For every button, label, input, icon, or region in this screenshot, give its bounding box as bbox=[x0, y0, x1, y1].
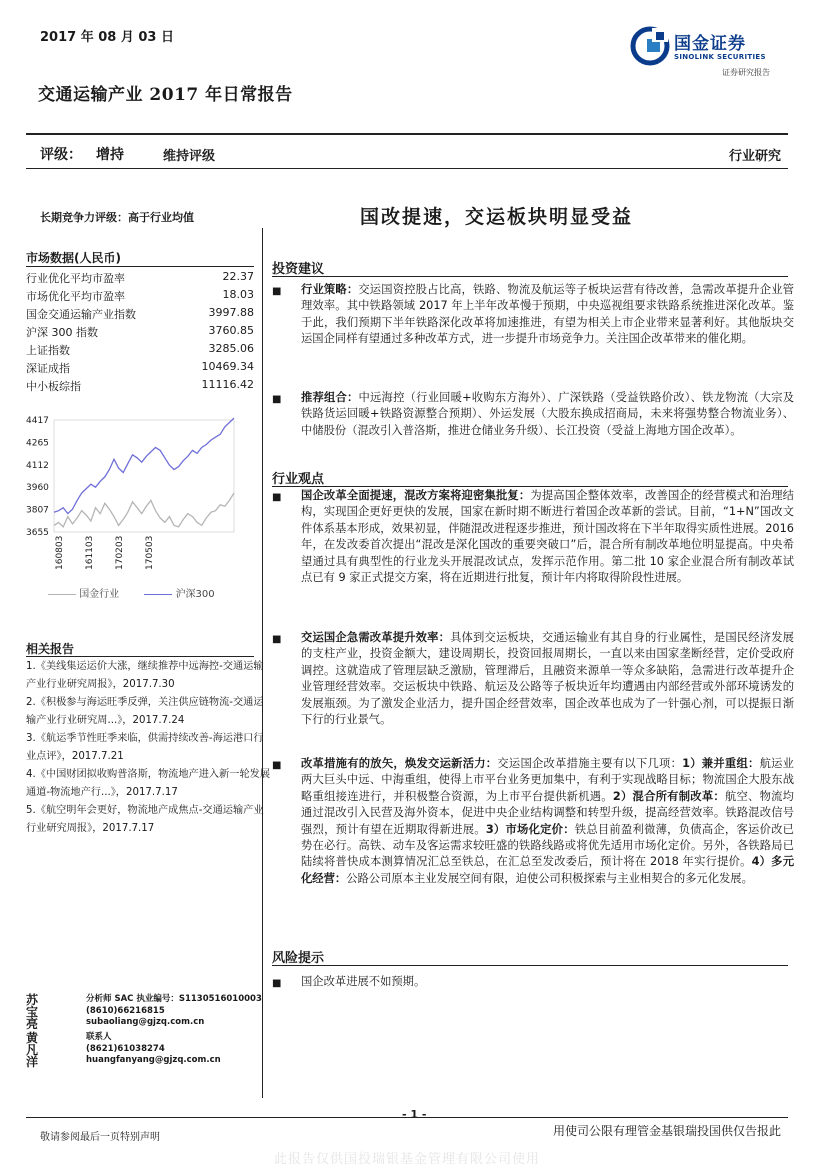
section-divider bbox=[272, 276, 788, 277]
paragraph-body: 具体到交运板块，交通运输业有其自身的行业属性，是国民经济发展的支柱产业，投资金额大，建设周期长，投资回报周期长，一直以来由国家垄断经营，定价受政府调控。这就造成了管理层缺乏激励，管理滞后，且融资来源单一等众多缺陷，急需进行改革提升企业管理经营效率。交运板块中铁路、航运及公路等子板块近年均遭遇由内部经营或外部环境诱发的发展瓶颈。为了激发企业活力，提升国企经营效率，国企改革也成为了一针强心剂，可以提振日渐下行的行业景气。 bbox=[301, 631, 794, 727]
chart-legend bbox=[48, 585, 215, 600]
analyst-phone: (8610)66216815 bbox=[86, 1005, 165, 1016]
market-data-value: 3285.06 bbox=[208, 342, 254, 355]
paragraph-lead: 国企改革全面提速，混改方案将迎密集批复： bbox=[301, 489, 531, 502]
paragraph-soe-reform bbox=[272, 488, 794, 586]
market-data-value: 22.37 bbox=[222, 270, 254, 283]
main-title: 国改提速，交运板块明显受益 bbox=[360, 206, 634, 228]
legend-swatch-industry bbox=[48, 594, 76, 595]
section-divider bbox=[272, 486, 788, 487]
logo-english: SINOLINK SECURITIES bbox=[674, 53, 766, 61]
analyst-info bbox=[86, 1032, 221, 1067]
x-tick-label: 161103 bbox=[85, 535, 95, 570]
plot-frame bbox=[54, 420, 234, 532]
analyst-email[interactable]: huangfanyang@gjzq.com.cn bbox=[86, 1055, 221, 1065]
rating-value: 增持 bbox=[96, 147, 124, 163]
x-tick-label: 170503 bbox=[145, 535, 155, 570]
paragraph-portfolio bbox=[272, 390, 794, 439]
chart-svg bbox=[22, 410, 240, 610]
analyst-sac: 分析师 SAC 执业编号：S1130516010003 bbox=[86, 994, 262, 1004]
paragraph-body: 公路公司原本主业发展空间有限，迫使公司积极探索与主业相契合的多元化发展。 bbox=[346, 871, 753, 885]
bullet-square-icon: ■ bbox=[272, 760, 282, 771]
index-line-chart bbox=[22, 410, 240, 610]
market-data-value: 18.03 bbox=[222, 288, 254, 301]
paragraph-risk bbox=[272, 974, 794, 990]
bullet-square-icon: ■ bbox=[272, 394, 282, 405]
sinolink-logo-icon bbox=[630, 26, 670, 66]
series-line-industry bbox=[54, 493, 234, 527]
market-data-row bbox=[26, 288, 254, 306]
paragraph-lead: 推荐组合： bbox=[301, 391, 359, 404]
measure-label: 1）兼并重组： bbox=[682, 757, 760, 770]
paragraph-strategy bbox=[272, 282, 794, 348]
legend-label-industry: 国金行业 bbox=[79, 589, 120, 600]
measure-label: 4）多元化经营： bbox=[301, 855, 794, 885]
logo-subtitle: 证券研究报告 bbox=[722, 68, 770, 77]
paragraph-body: 交运国企改革措施主要有以下几项： bbox=[497, 757, 683, 770]
header-divider-bottom bbox=[26, 168, 788, 169]
market-data-row bbox=[26, 270, 254, 288]
paragraph-body: 为提高国企整体效率，改善国企的经营模式和治理结构，实现国企更好更快的发展，国家在新时期不断进行着国企改革新的尝试。目前，“1+N”国改文件体系基本形成，效果初显，伴随混改进程逐步推进，预计国改将在下半年取得实质性进展。2016 年，在发改委首次提出“混改是深化国改的重要突破口”后，混合所有制改革地位明显提高。中央希望通过具有典型性的行业龙头开展混改试点，发挥示范作用。第二批 10 家企业混合所有制改革试点已有 9 家正式提交方案，将在近期进行批复，预计年内将取得阶段性进展。 bbox=[301, 489, 794, 585]
market-data-row bbox=[26, 378, 254, 396]
analyst-role: 联系人 bbox=[86, 1032, 112, 1042]
footer-disclaimer: 敬请参阅最后一页特别声明 bbox=[40, 1132, 160, 1143]
market-data-label: 沪深 300 指数 bbox=[26, 326, 98, 339]
x-tick-label: 170203 bbox=[115, 535, 125, 570]
analyst-name: 苏宝亮 bbox=[26, 993, 39, 1031]
market-data-value: 11116.42 bbox=[201, 378, 254, 391]
related-divider bbox=[26, 656, 254, 657]
logo-name: 国金证券 bbox=[674, 34, 746, 54]
report-title: 交通运输产业 2017 年日常报告 bbox=[38, 85, 293, 105]
y-tick-label: 4265 bbox=[26, 438, 49, 449]
paragraph-lead: 改革措施有的放矢，焕发交运新活力： bbox=[301, 757, 498, 770]
section-risk-title: 风险提示 bbox=[272, 951, 325, 966]
market-data-label: 中小板综指 bbox=[26, 380, 81, 393]
market-data-row bbox=[26, 324, 254, 342]
series-line-hs300 bbox=[54, 418, 234, 513]
bullet-square-icon: ■ bbox=[272, 978, 282, 989]
market-data-row bbox=[26, 342, 254, 360]
header-divider-top bbox=[26, 133, 788, 135]
watermark: 此报告仅供国投瑞银基金管理有限公司使用 bbox=[274, 1152, 541, 1167]
rating-label: 评级： bbox=[40, 147, 82, 163]
market-data-label: 国金交通运输产业指数 bbox=[26, 308, 136, 321]
paragraph-body: 交运国资控股占比高，铁路、物流及航运等子板块运营有待改善，急需改革提升企业管理效率。其中铁路领域 2017 年上半年改革慢于预期，中央巡视组要求铁路系统推进深化改革。鉴于此，我们预期下半年铁路深化改革将加速推进，有望为相关上市企业带来显著利好。其他版块交运国企同样有望通过多种改革方式，进一步提升市场竞争力。关注国企改革带来的催化期。 bbox=[301, 283, 794, 346]
y-tick-label: 3655 bbox=[26, 528, 49, 538]
measure-label: 3）市场化定价： bbox=[485, 822, 575, 836]
bullet-square-icon: ■ bbox=[272, 492, 282, 503]
related-report-item[interactable]: 1.《美线集运运价大涨，继续推荐中远海控-交通运输产业行业研究周报》，2017.7.30 bbox=[26, 661, 264, 690]
legend-label-hs300: 沪深300 bbox=[175, 589, 215, 600]
measure-label: 2）混合所有制改革： bbox=[612, 789, 725, 803]
market-data-title: 市场数据(人民币) bbox=[26, 251, 121, 265]
rating-note: 维持评级 bbox=[163, 149, 216, 164]
market-data-row bbox=[26, 306, 254, 324]
paragraph-body: 航运业两大巨头中远、中海重组，使得上市平台业务更加集中，有利于实现战略目标；物流国企大股东战略重组接连进行，并积极整合资源，为上市平台提供新机遇。 bbox=[301, 757, 794, 803]
analyst-info bbox=[86, 994, 262, 1029]
legend-swatch-hs300 bbox=[144, 594, 172, 595]
market-data-row bbox=[26, 360, 254, 378]
paragraph-body: 铁总目前盈利微薄，负债高企，客运价改已势在必行。高铁、动车及客运需求较旺盛的铁路线路或将优先适用市场化定价。另外，各铁路局已陆续将普快成本测算情况汇总至铁总，在汇总至发改委后，预计将在 2018 年实行提价。 bbox=[301, 822, 794, 869]
paragraph-lead: 交运国企急需改革提升效率： bbox=[301, 631, 451, 644]
footer-divider bbox=[26, 1117, 788, 1118]
bullet-square-icon: ■ bbox=[272, 634, 282, 645]
report-date: 2017 年 08 月 03 日 bbox=[40, 30, 174, 45]
section-invest-title: 投资建议 bbox=[272, 262, 325, 277]
market-data-label: 深证成指 bbox=[26, 362, 70, 375]
page-number: - 1 - bbox=[402, 1108, 427, 1121]
section-view-title: 行业观点 bbox=[272, 472, 325, 487]
related-report-item[interactable]: 2.《积极参与海运旺季反弹，关注供应链物流-交通运输产业行业研究周...》，2017.7.24 bbox=[26, 697, 264, 726]
footer-notice: 用使司公限有理管金基银瑞投国供仅告报此 bbox=[552, 1124, 781, 1138]
paragraph-lead: 行业策略： bbox=[301, 283, 359, 296]
y-tick-label: 3960 bbox=[26, 483, 49, 494]
related-reports-title: 相关报告 bbox=[26, 642, 75, 656]
market-data-divider bbox=[26, 266, 254, 267]
paragraph-body: 中远海控（行业回暖+收购东方海外）、广深铁路（受益铁路价改）、铁龙物流（大宗及铁路货运回暖+铁路资源整合预期）、外运发展（大股东换成招商局，未来将强势整合物流业务）、中储股份（混改引入普洛斯，推进仓储业务升级）、长江投资（受益上海地方国企改革）。 bbox=[301, 391, 794, 437]
paragraph-efficiency bbox=[272, 630, 794, 728]
y-tick-label: 4112 bbox=[26, 460, 49, 471]
analyst-name: 黄凡洋 bbox=[26, 1031, 39, 1069]
related-report-item[interactable]: 5.《航空明年会更好，物流地产成焦点-交通运输产业行业研究周报》，2017.7.17 bbox=[26, 805, 264, 834]
market-data-value: 10469.34 bbox=[201, 360, 254, 373]
y-tick-label: 4417 bbox=[26, 416, 49, 426]
bullet-square-icon: ■ bbox=[272, 286, 282, 297]
market-data-value: 3997.88 bbox=[208, 306, 254, 319]
market-data-value: 3760.85 bbox=[208, 324, 254, 337]
competitiveness-rating: 长期竞争力评级：高于行业均值 bbox=[40, 211, 194, 224]
analyst-phone: (8621)61038274 bbox=[86, 1043, 165, 1054]
related-report-item[interactable]: 4.《中国财团拟收购普洛斯，物流地产进入新一轮发展通道-物流地产行...》，2017.7.17 bbox=[26, 769, 271, 798]
paragraph-body: 航空、物流均通过混改引入民营及海外资本，促进中央企业结构调整和转型升级，提高经营效率。铁路混改信号强烈，预计有望在近期取得新进展。 bbox=[301, 789, 794, 836]
paragraph-body: 国企改革进展不如预期。 bbox=[301, 975, 426, 988]
market-data-label: 市场优化平均市盈率 bbox=[26, 290, 125, 303]
market-data-label: 上证指数 bbox=[26, 344, 70, 357]
analyst-email[interactable]: subaoliang@gjzq.com.cn bbox=[86, 1017, 205, 1027]
paragraph-measures bbox=[272, 756, 794, 887]
report-type: 行业研究 bbox=[728, 149, 781, 164]
section-divider bbox=[272, 965, 788, 966]
market-data-label: 行业优化平均市盈率 bbox=[26, 272, 125, 285]
related-report-item[interactable]: 3.《航运季节性旺季来临，供需持续改善-海运港口行业点评》，2017.7.21 bbox=[26, 733, 264, 762]
x-tick-label: 160803 bbox=[55, 535, 65, 570]
y-tick-label: 3807 bbox=[26, 505, 49, 516]
